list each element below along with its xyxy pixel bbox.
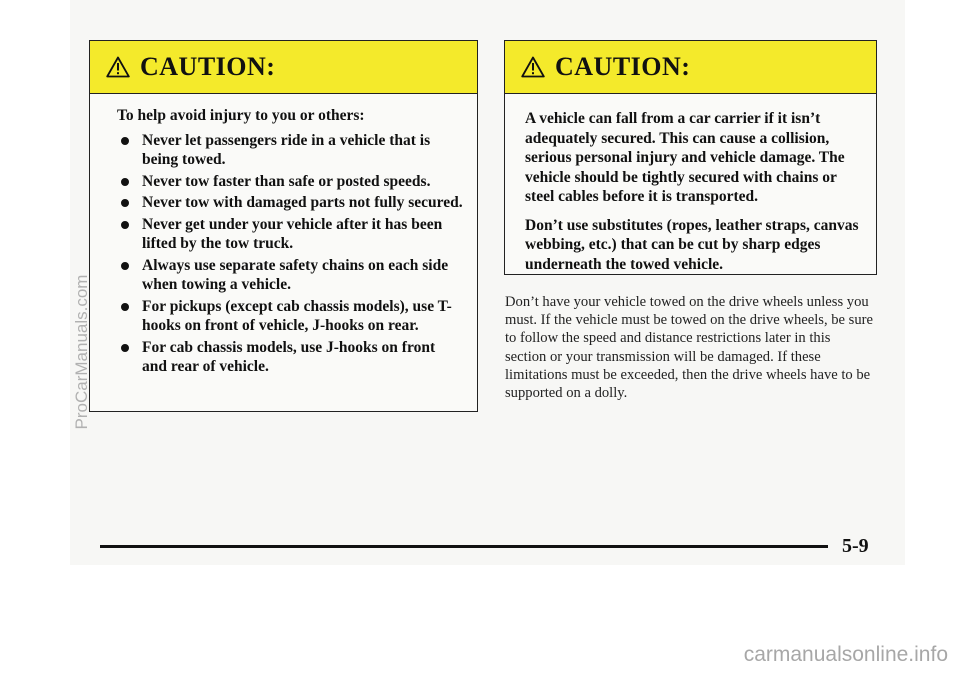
caution-body-left xyxy=(90,94,477,377)
bullet-item xyxy=(117,193,463,213)
bottom-watermark: carmanualsonline.info xyxy=(743,643,948,666)
bullet-item xyxy=(117,131,463,170)
bullet-dot-icon xyxy=(121,262,129,270)
caution-header-right xyxy=(505,41,876,94)
footer-divider xyxy=(100,545,828,548)
bullet-dot-icon xyxy=(121,199,129,207)
body-paragraph: Don’t have your vehicle towed on the drive wheels unless you must. If the vehicle must be towed on the drive wheels, be sure to follow the speed and distance restrictions later in this section or your transmission will be damaged. If these limitations must be exceeded, then the drive wheels have to be supported on a dolly. xyxy=(505,294,873,402)
caution-paragraph: Don’t use substitutes (ropes, leather straps, canvas webbing, etc.) that can be cut by sharp edges underneath the towed vehicle. xyxy=(525,216,859,273)
bullet-text: Never tow with damaged parts not fully secured. xyxy=(142,194,463,211)
caution-body-right xyxy=(505,94,876,274)
bullet-dot-icon xyxy=(121,178,129,186)
bullet-dot-icon xyxy=(121,303,129,311)
bullet-dot-icon xyxy=(121,137,129,145)
bullet-text: Never tow faster than safe or posted speeds. xyxy=(142,172,431,190)
bullet-item xyxy=(117,338,463,377)
caution-paragraph: A vehicle can fall from a car carrier if it isn’t adequately secured. This can cause a collision, serious personal injury and vehicle damage. The vehicle should be tightly secured with chains or steel cables before it is transported. xyxy=(525,110,845,205)
bullet-dot-icon xyxy=(121,344,129,352)
page-number: 5-9 xyxy=(842,535,869,557)
caution-box-right xyxy=(504,40,877,275)
caution-title-left: CAUTION: xyxy=(140,52,276,81)
bullet-item xyxy=(117,215,463,254)
bullet-dot-icon xyxy=(121,221,129,229)
bullet-text: Always use separate safety chains on each side when towing a vehicle. xyxy=(142,256,449,293)
warning-triangle-icon xyxy=(521,56,545,78)
caution-bullet-list xyxy=(117,131,463,377)
bullet-item xyxy=(117,297,463,336)
caution-header-left xyxy=(90,41,477,94)
bullet-text: Never get under your vehicle after it has been lifted by the tow truck. xyxy=(142,215,443,252)
warning-triangle-icon xyxy=(106,56,130,78)
caution-box-left xyxy=(89,40,478,412)
bullet-text: Never let passengers ride in a vehicle that is being towed. xyxy=(142,131,431,168)
caution-title-right: CAUTION: xyxy=(555,52,691,81)
bullet-item xyxy=(117,172,463,192)
bullet-item xyxy=(117,256,463,295)
bullet-text: For cab chassis models, use J-hooks on front and rear of vehicle. xyxy=(142,338,436,375)
caution-intro: To help avoid injury to you or others: xyxy=(117,107,365,124)
side-watermark: ProCarManuals.com xyxy=(72,274,91,430)
bullet-text: For pickups (except cab chassis models), use T-hooks on front of vehicle, J-hooks on rear. xyxy=(142,297,452,334)
